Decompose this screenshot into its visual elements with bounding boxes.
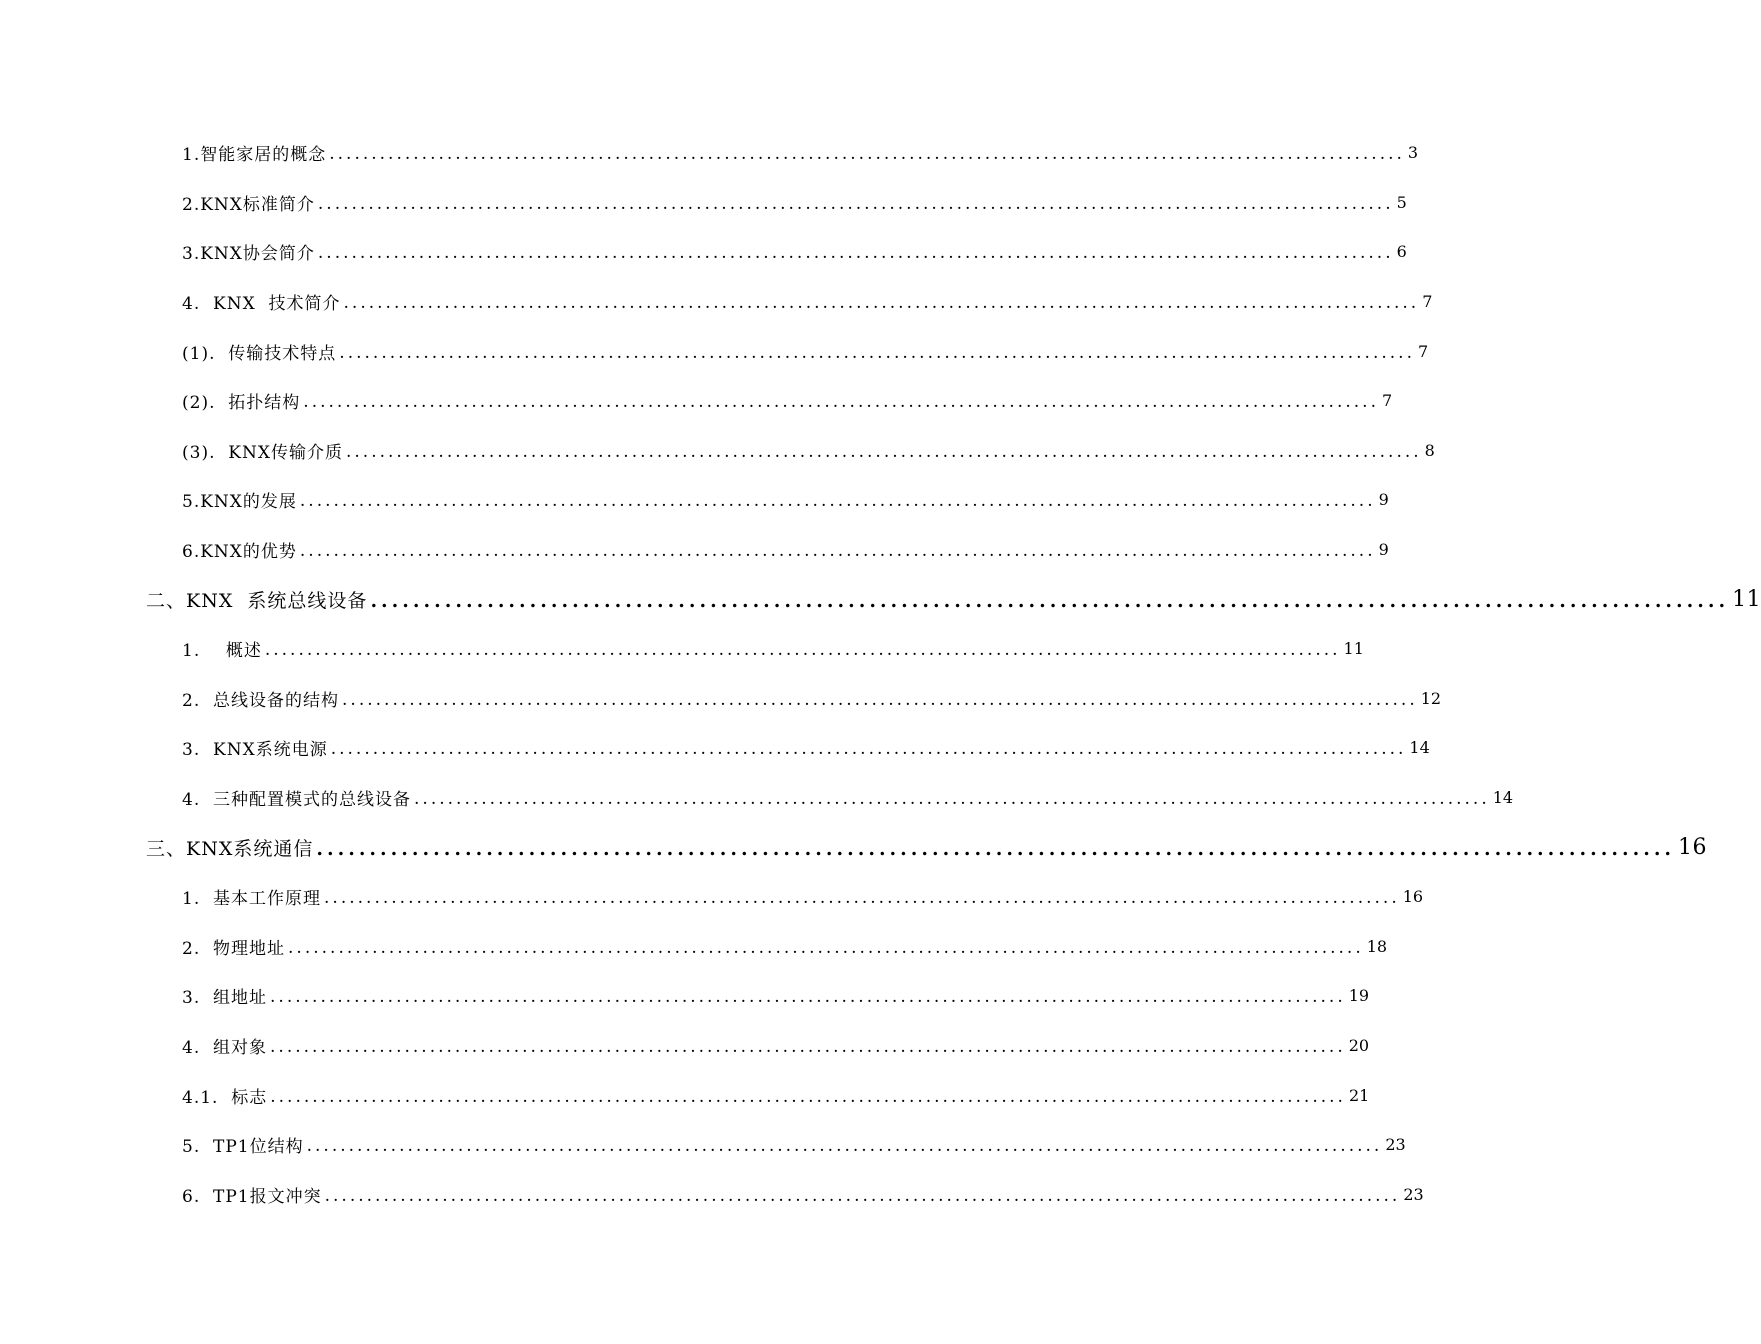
toc-entry-page: 11 [1343,639,1364,659]
toc-entry[interactable] [0,426,1435,476]
dot-leader: ................................................................................................................................ [270,987,1346,1008]
toc-entry-title: 4. KNX 技术简介 [182,294,341,315]
toc-chapter-entry[interactable] [0,574,1761,624]
toc-chapter-entry[interactable] [0,822,1708,872]
toc-entry[interactable] [0,227,1407,277]
dot-leader: ................................................................................................................................ [330,739,1407,760]
toc-entry[interactable] [0,1169,1424,1219]
toc-entry[interactable] [0,525,1389,575]
toc-entry-page: 6 [1396,242,1407,262]
dot-leader: ................................................................................................................................ [316,837,1676,860]
table-of-contents [0,128,1761,1219]
toc-entry-page: 9 [1378,490,1389,510]
toc-entry-page: 16 [1402,887,1424,907]
toc-entry[interactable] [0,178,1407,228]
toc-entry-title: (1). 传输技术特点 [182,343,337,364]
toc-entry-title: 3.KNX协会简介 [182,244,315,265]
toc-chapter-page: 11 [1732,586,1761,612]
toc-entry-title: 1. 基本工作原理 [182,889,322,910]
dot-leader: ................................................................................................................................ [329,144,1405,165]
dot-leader: ................................................................................................................................ [270,1086,1346,1107]
toc-entry[interactable] [0,674,1442,724]
toc-entry-page: 19 [1348,986,1370,1006]
toc-entry-title: 3. 组地址 [182,988,268,1009]
toc-entry[interactable] [0,872,1424,922]
toc-entry-page: 7 [1422,292,1433,312]
toc-entry-title: 2. 物理地址 [182,938,286,959]
dot-leader: ................................................................................................................................ [345,441,1422,462]
dot-leader: ................................................................................................................................ [299,491,1376,512]
toc-entry-title: 5.KNX的发展 [182,492,297,513]
dot-leader: ................................................................................................................................ [317,243,1394,264]
dot-leader: ................................................................................................................................ [306,1136,1383,1157]
dot-leader: ................................................................................................................................ [342,689,1418,710]
toc-entry-page: 14 [1409,738,1430,758]
toc-entry-title: 4. 三种配置模式的总线设备 [182,790,412,811]
dot-leader: ................................................................................................................................ [264,640,1341,661]
toc-entry[interactable] [0,624,1364,674]
toc-entry[interactable] [0,723,1430,773]
dot-leader: ................................................................................................................................ [303,392,1379,413]
toc-entry-page: 23 [1403,1184,1424,1204]
toc-entry[interactable] [0,1120,1406,1170]
dot-leader: ................................................................................................................................ [270,1036,1346,1057]
toc-entry-page: 7 [1417,341,1429,361]
dot-leader: ................................................................................................................................ [324,1185,1401,1206]
toc-entry-title: 4. 组对象 [182,1037,268,1058]
toc-entry[interactable] [0,773,1514,823]
toc-entry-title: 1.智能家居的概念 [182,145,327,166]
toc-entry-title: (3). KNX传输介质 [182,442,343,463]
toc-entry-title: 4.1. 标志 [182,1087,268,1108]
toc-entry[interactable] [0,326,1429,376]
toc-entry-title: 3. KNX系统电源 [182,740,328,761]
toc-entry[interactable] [0,971,1370,1021]
dot-leader: ................................................................................................................................ [299,541,1376,562]
toc-entry[interactable] [0,922,1388,972]
toc-entry[interactable] [0,1021,1370,1071]
toc-entry-title: 1. 概述 [182,641,262,662]
toc-chapter-page: 16 [1678,834,1708,860]
toc-chapter-title: 二、KNX 系统总线设备 [146,589,368,612]
toc-entry-page: 12 [1420,688,1442,708]
dot-leader: ................................................................................................................................ [317,193,1394,214]
toc-entry[interactable] [0,277,1433,327]
toc-entry[interactable] [0,128,1419,178]
toc-entry[interactable] [0,1070,1370,1120]
toc-entry-page: 23 [1385,1135,1406,1155]
toc-entry-page: 20 [1348,1035,1370,1055]
toc-entry-page: 9 [1378,540,1389,560]
dot-leader: ................................................................................................................................ [288,937,1364,958]
dot-leader: ................................................................................................................................ [324,888,1400,909]
toc-entry-title: 5. TP1位结构 [182,1137,304,1158]
dot-leader: ................................................................................................................................ [370,589,1730,612]
toc-entry-page: 7 [1381,391,1393,411]
toc-entry-title: 2.KNX标准简介 [182,194,315,215]
toc-entry-page: 18 [1366,936,1388,956]
toc-chapter-title: 三、KNX系统通信 [146,837,314,860]
dot-leader: ................................................................................................................................ [343,293,1420,314]
toc-entry-title: 6.KNX的优势 [182,542,297,563]
toc-entry-page: 8 [1424,440,1435,460]
toc-entry[interactable] [0,376,1393,426]
toc-entry[interactable] [0,475,1389,525]
toc-entry-title: (2). 拓扑结构 [182,393,301,414]
toc-entry-page: 5 [1396,192,1407,212]
toc-entry-page: 21 [1348,1085,1370,1105]
dot-leader: ................................................................................................................................ [414,789,1490,810]
toc-entry-title: 6. TP1报文冲突 [182,1186,322,1207]
toc-entry-page: 14 [1492,788,1514,808]
toc-entry-page: 3 [1407,143,1419,163]
dot-leader: ................................................................................................................................ [339,342,1415,363]
toc-entry-title: 2. 总线设备的结构 [182,690,340,711]
